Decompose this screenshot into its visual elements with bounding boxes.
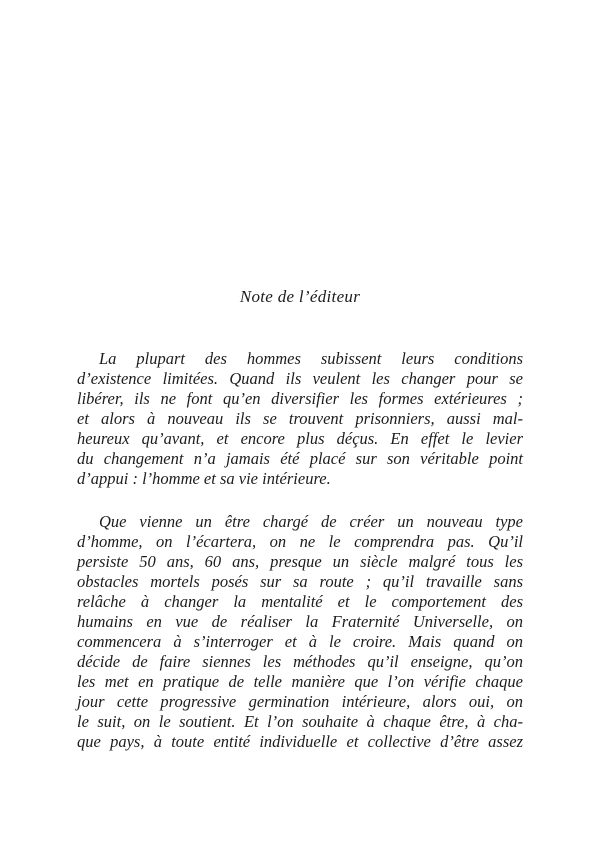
text-line: relâche à changer la mentalité et le comportement des xyxy=(77,592,523,611)
text-line: libérer, ils ne font qu’en diversifier les formes extérieures ; xyxy=(77,389,523,408)
text-line: d’homme, on l’écartera, on ne le comprendra pas. Qu’il xyxy=(77,532,523,551)
text-line: le suit, on le soutient. Et l’on souhaite à chaque être, à cha- xyxy=(77,712,523,731)
text-line: d’appui : l’homme et sa vie intérieure. xyxy=(77,469,331,488)
text-line: Que vienne un être chargé de créer un nouveau type xyxy=(99,512,523,531)
text-line: La plupart des hommes subissent leurs conditions xyxy=(99,349,523,368)
text-line: humains en vue de réaliser la Fraternité Universelle, on xyxy=(77,612,523,631)
paragraph-editor-note-1 xyxy=(77,349,523,489)
text-line: persiste 50 ans, 60 ans, presque un siècle malgré tous les xyxy=(77,552,523,571)
text-line: d’existence limitées. Quand ils veulent les changer pour se xyxy=(77,369,523,388)
text-line: du changement n’a jamais été placé sur son véritable point xyxy=(77,449,523,468)
page-title: Note de l’éditeur xyxy=(239,287,361,306)
text-line: heureux qu’avant, et encore plus déçus. En effet le levier xyxy=(77,429,523,448)
text-line: décide de faire siennes les méthodes qu’il enseigne, qu’on xyxy=(77,652,523,671)
paragraph-editor-note-2 xyxy=(77,512,523,752)
text-line: et alors à nouveau ils se trouvent prisonniers, aussi mal- xyxy=(77,409,523,428)
text-line: obstacles mortels posés sur sa route ; qu’il travaille sans xyxy=(77,572,523,591)
text-line: jour cette progressive germination intérieure, alors oui, on xyxy=(77,692,523,711)
text-line: que pays, à toute entité individuelle et collective d’être assez xyxy=(77,732,523,751)
text-line: commencera à s’interroger et à le croire. Mais quand on xyxy=(77,632,523,651)
text-line: les met en pratique de telle manière que l’on vérifie chaque xyxy=(77,672,523,691)
